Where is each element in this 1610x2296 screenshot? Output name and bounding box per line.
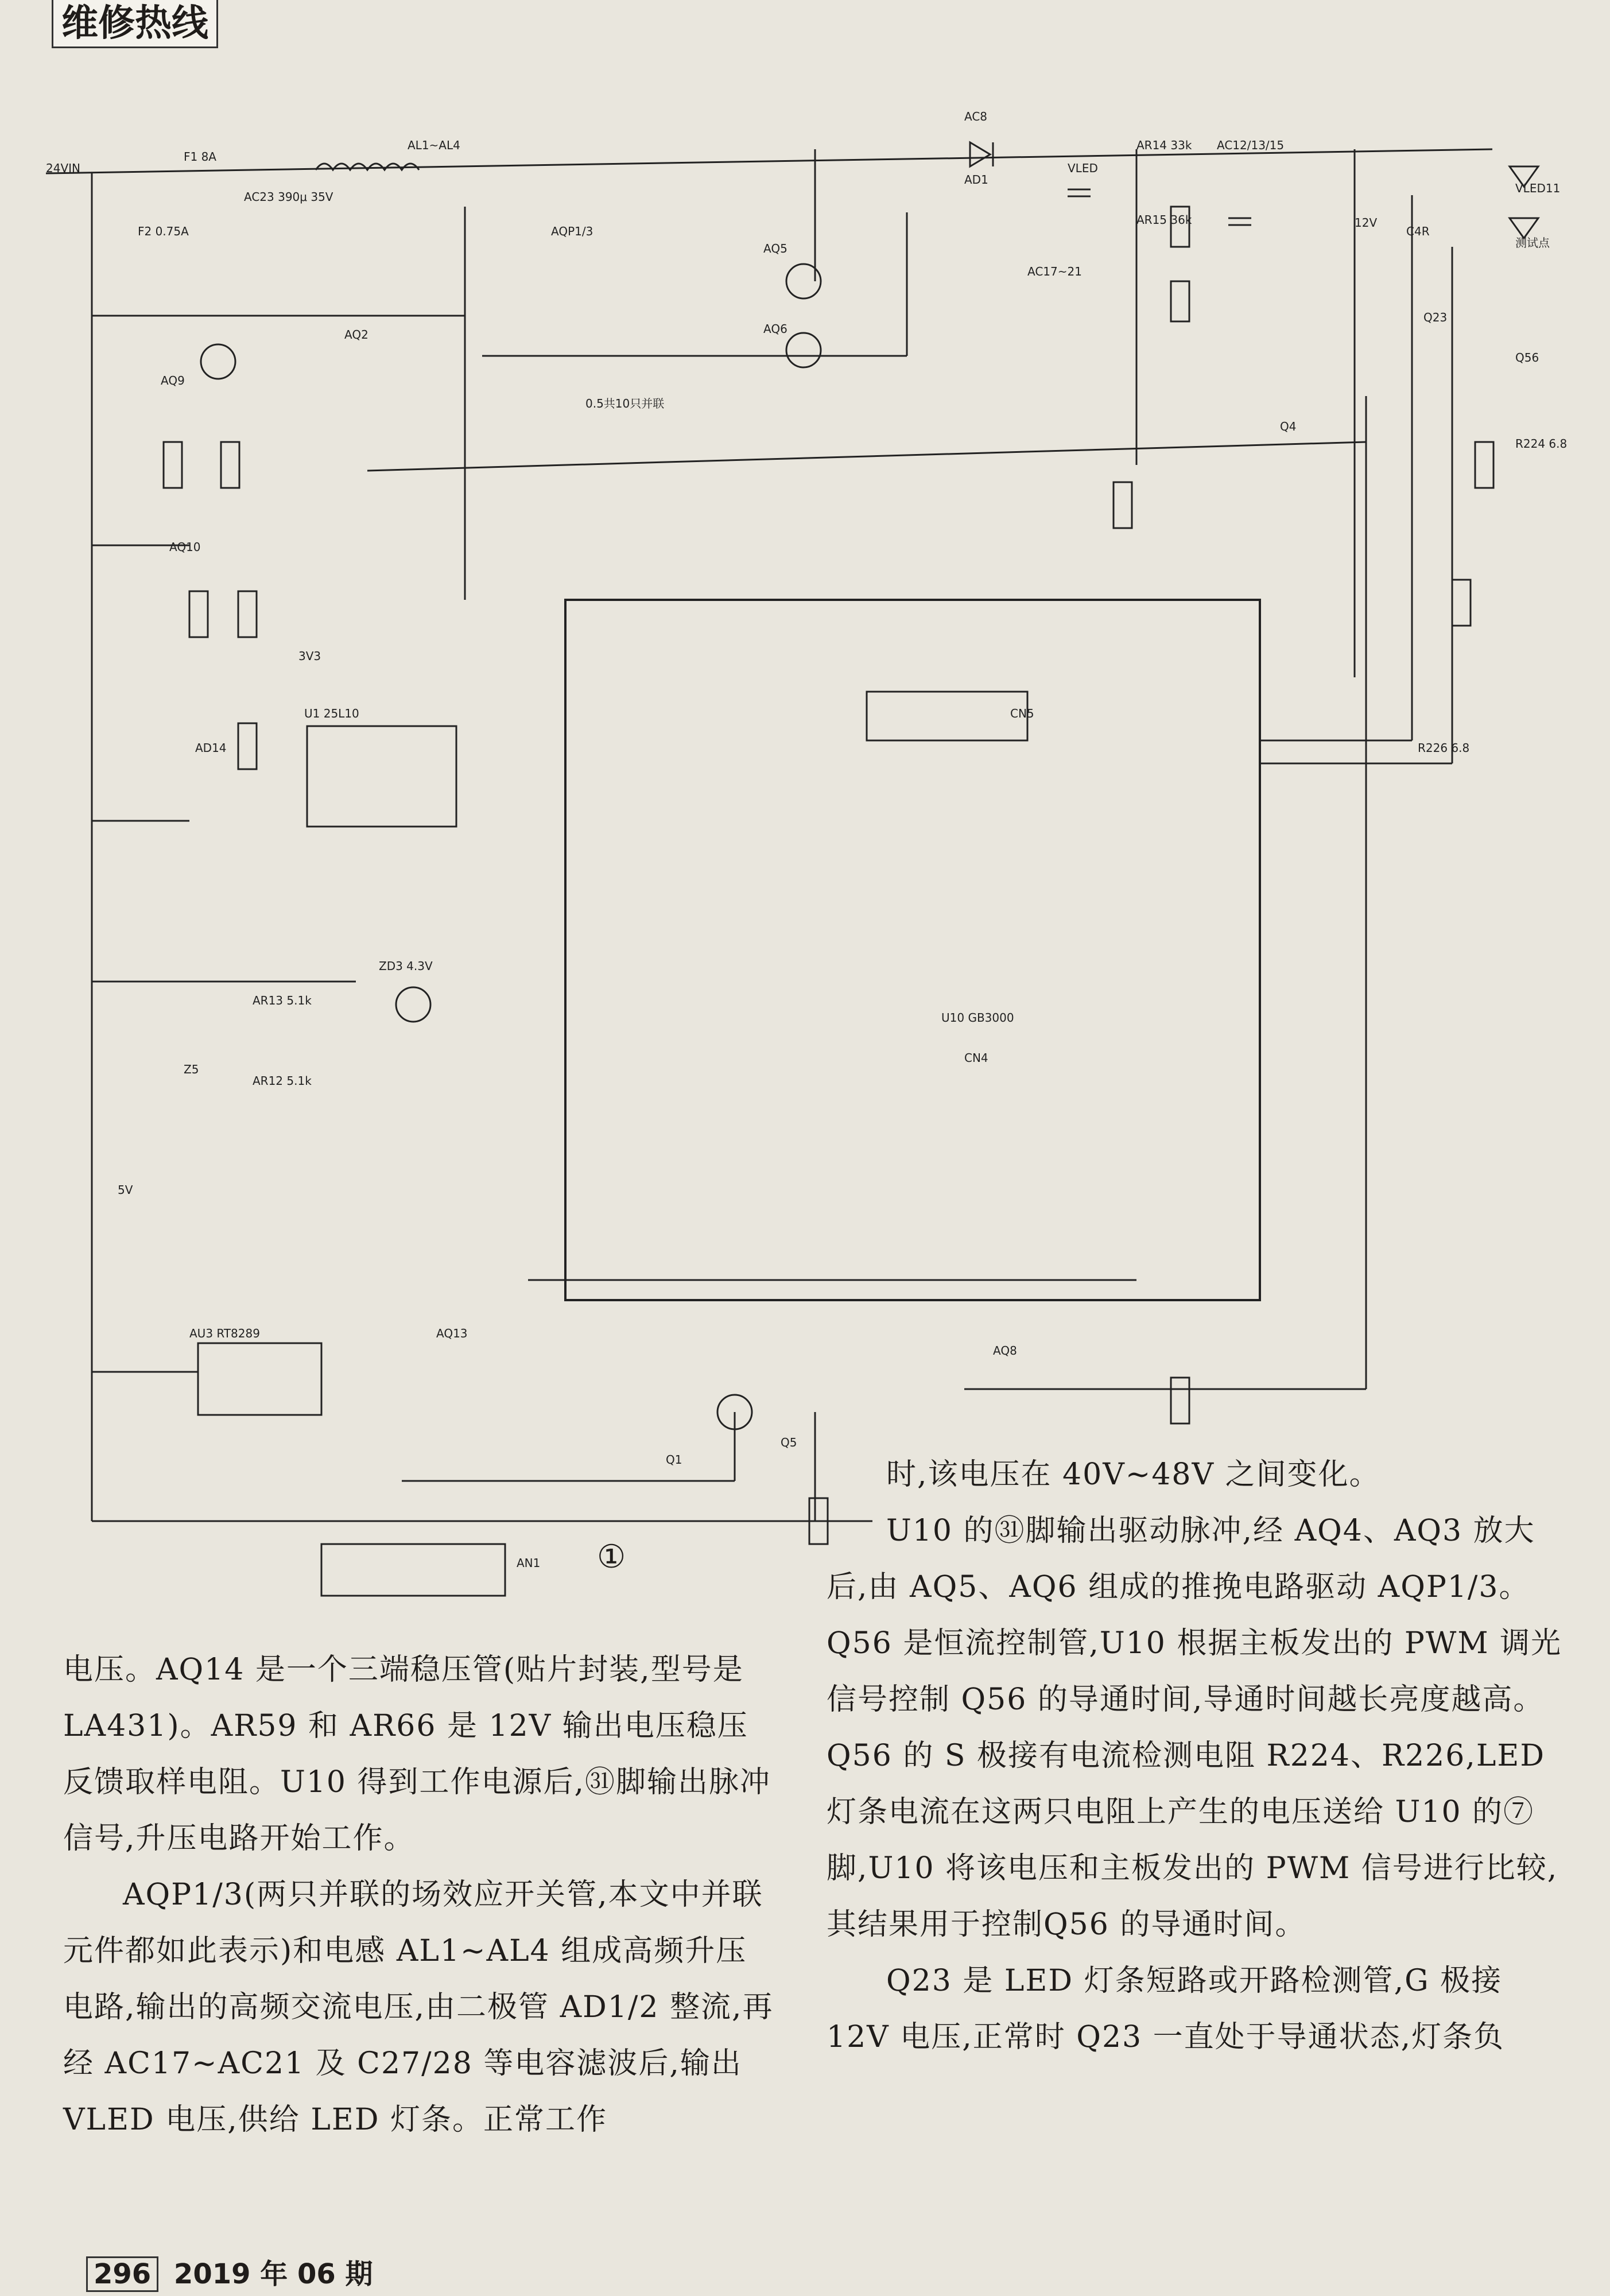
label-parallel: 0.5共10只并联 [585, 397, 665, 410]
label-r226: R226 6.8 [1418, 741, 1470, 755]
label-12v: 12V [1355, 216, 1378, 230]
label-aq5: AQ5 [763, 242, 787, 255]
label-q1: Q1 [666, 1453, 682, 1467]
label-vled11: VLED11 [1515, 181, 1561, 195]
page-header [52, 0, 218, 45]
label-q23: Q23 [1423, 311, 1448, 324]
left-paragraph-2: AQP1/3(两只并联的场效应开关管,本文中并联元件都如此表示)和电感 AL1~AL4 组成高频升压电路,输出的高频交流电压,由二极管 AD1/2 整流,再经 AC17~AC21 及 C27/28 等电容滤波后,输出 VLED 电压,供给 LED 灯条。正常工作 [63, 1878, 774, 2137]
left-paragraph-1: 电压。AQ14 是一个三端稳压管(贴片封装,型号是 LA431)。AR59 和 AR66 是 12V 输出电压稳压反馈取样电阻。U10 得到工作电源后,㉛脚输出脉冲信号,升压电路开始工作。 [63, 1653, 771, 1856]
label-vled: VLED [1068, 161, 1098, 175]
label-aq10: AQ10 [169, 540, 201, 554]
right-paragraph-2: U10 的㉛脚输出驱动脉冲,经 AQ4、AQ3 放大后,由 AQ5、AQ6 组成的推挽电路驱动 AQP1/3。Q56 是恒流控制管,U10 根据主板发出的 PWM 调光信号控制 Q56 的导通时间,导通时间越长亮度越高。Q56 的 S 极接有电流检测电阻 R224、R226,LED 灯条电流在这两只电阻上产生的电压送给 U10 的⑦脚,U10 将该电压和主板发出的 PWM 信号进行比较,其结果用于控制Q56 的导通时间。 [827, 1514, 1562, 1942]
label-ar12: AR12 5.1k [253, 1074, 312, 1088]
article-right-column [827, 1446, 1573, 2065]
label-q56: Q56 [1515, 351, 1539, 364]
label-f1: F1 8A [184, 150, 216, 164]
label-c4r: C4R [1406, 224, 1430, 238]
label-zd3: ZD3 4.3V [379, 959, 433, 973]
label-q5: Q5 [781, 1436, 797, 1449]
label-ac23: AC23 390μ 35V [244, 190, 333, 204]
label-ar13: AR13 5.1k [253, 994, 312, 1007]
label-u10: U10 GB3000 [941, 1011, 1014, 1025]
label-5v: 5V [118, 1183, 133, 1197]
label-3v3: 3V3 [298, 649, 321, 663]
label-test: 测试点 [1515, 236, 1550, 250]
label-f2: F2 0.75A [138, 224, 189, 238]
label-aq9: AQ9 [161, 374, 185, 387]
article-left-column [63, 1642, 775, 2148]
right-paragraph-1: 时,该电压在 40V~48V 之间变化。 [886, 1457, 1380, 1492]
circuit-schematic [46, 75, 1584, 1601]
label-q4: Q4 [1280, 420, 1297, 433]
label-ad1: AD1 [964, 173, 988, 187]
label-aq2: AQ2 [344, 328, 368, 342]
label-au3: AU3 RT8289 [189, 1327, 260, 1340]
label-ac8: AC8 [964, 110, 988, 123]
right-paragraph-3: Q23 是 LED 灯条短路或开路检测管,G 极接 12V 电压,正常时 Q23 一直处于导通状态,灯条负 [827, 1964, 1505, 2054]
label-r224: R224 6.8 [1515, 437, 1568, 451]
label-aqp: AQP1/3 [551, 224, 593, 238]
section-tag: 维修热线 [52, 0, 218, 48]
label-aq13: AQ13 [436, 1327, 468, 1340]
label-ad14: AD14 [195, 741, 227, 755]
label-z5: Z5 [184, 1062, 199, 1076]
label-vin: 24VIN [46, 161, 80, 175]
label-aq8: AQ8 [993, 1344, 1017, 1358]
page-footer [86, 2252, 373, 2291]
page-number: 296 [86, 2256, 158, 2292]
figure-number: ① [597, 1538, 626, 1576]
label-cn4: CN4 [964, 1051, 988, 1065]
label-ar14: AR14 33k [1136, 138, 1192, 152]
issue-label: 2019 年 06 期 [173, 2258, 373, 2290]
label-ar15: AR15 36k [1136, 213, 1192, 227]
label-ac12: AC12/13/15 [1217, 138, 1285, 152]
label-an1: AN1 [517, 1556, 541, 1570]
label-ac17: AC17~21 [1027, 265, 1082, 278]
label-aq6: AQ6 [763, 322, 787, 336]
label-al: AL1~AL4 [408, 138, 460, 152]
label-cn5: CN5 [1010, 707, 1034, 720]
label-u1: U1 25L10 [304, 707, 359, 720]
